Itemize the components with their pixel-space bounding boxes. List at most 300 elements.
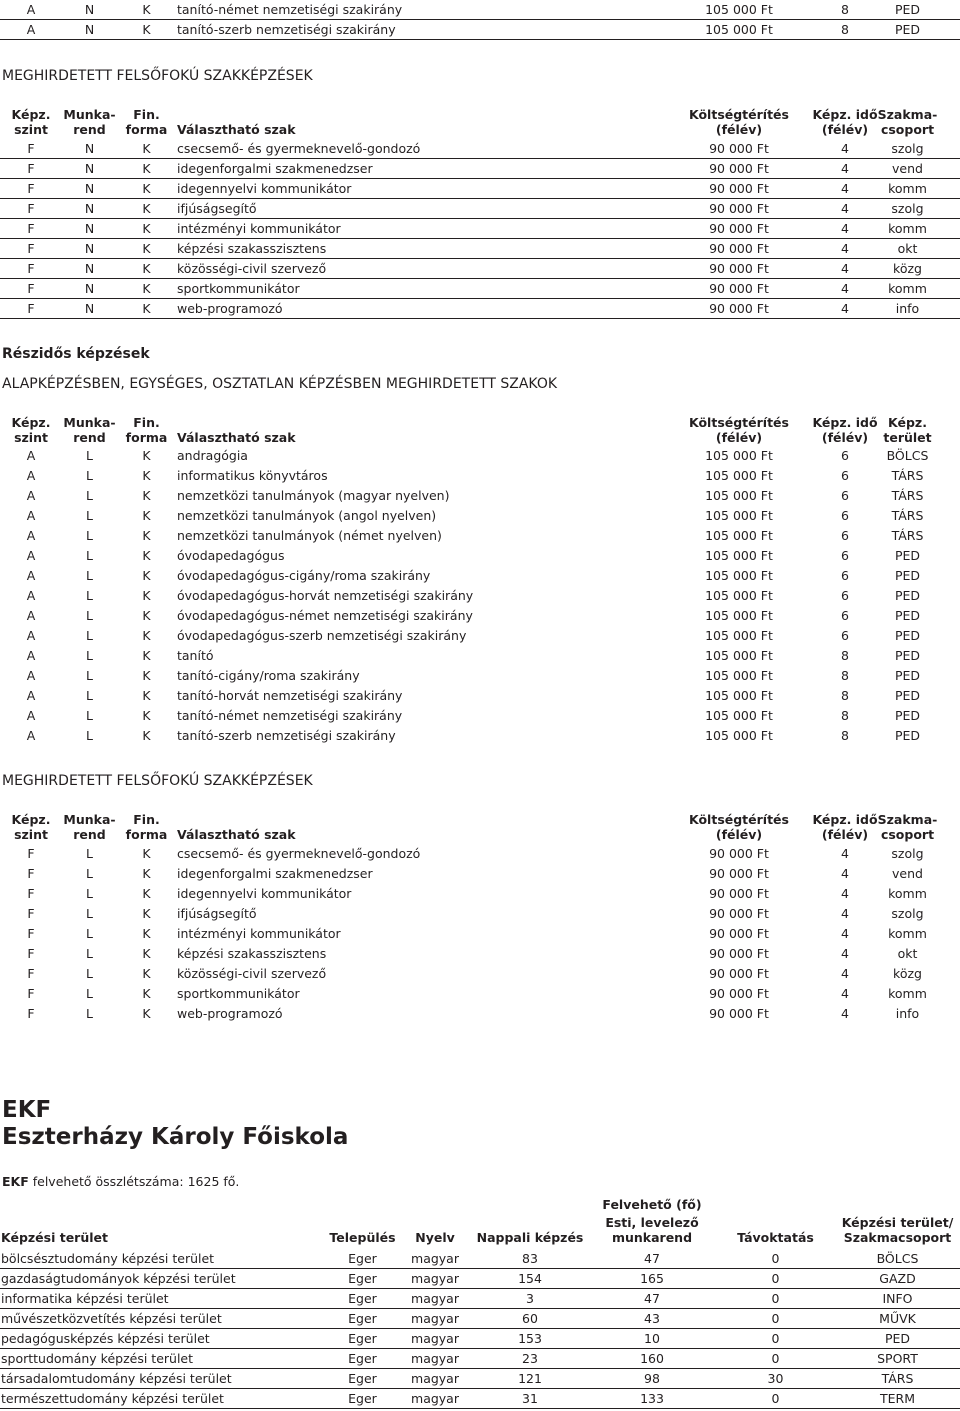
cell-ido: 4 <box>841 141 849 156</box>
cell-szint: F <box>27 866 35 881</box>
cell-munkarend: L <box>86 488 93 503</box>
header-csop-line1: Szakma- <box>877 812 938 827</box>
cell-finforma: K <box>142 846 151 861</box>
cell-finforma: K <box>142 866 151 881</box>
table-row <box>0 626 960 646</box>
cell-koltseg: 105 000 Ft <box>705 488 773 503</box>
cell-nappali: 23 <box>522 1351 538 1366</box>
header-csop-line2: Szakmacsoport <box>843 1230 952 1245</box>
cell-csoport: vend <box>892 866 923 881</box>
cell-szak: idegennyelvi kommunikátor <box>177 886 352 901</box>
cell-csoport: BÖLCS <box>876 1251 919 1266</box>
cell-finforma: K <box>142 141 151 156</box>
cell-finforma: K <box>142 708 151 723</box>
cell-munkarend: L <box>86 926 93 941</box>
cell-szak: idegennyelvi kommunikátor <box>177 181 352 196</box>
table-row <box>0 506 960 526</box>
cell-csoport: komm <box>888 986 927 1001</box>
cell-koltseg: 105 000 Ft <box>705 728 773 743</box>
header-rend-line2: rend <box>73 122 106 137</box>
cell-ido: 4 <box>841 926 849 941</box>
cell-szak: óvodapedagógus-horvát nemzetiségi szakirány <box>177 588 474 603</box>
cell-munkarend: L <box>86 946 93 961</box>
header-forma-line2: forma <box>125 430 168 445</box>
header-szint <box>0 812 62 842</box>
cell-koltseg: 90 000 Ft <box>709 181 769 196</box>
header-szint-line2: szint <box>14 827 48 842</box>
cell-szak: csecsemő- és gyermeknevelő-gondozó <box>177 141 421 156</box>
cell-tavoktatas: 0 <box>771 1351 780 1366</box>
cell-szak: idegenforgalmi szakmenedzser <box>177 161 373 176</box>
cell-munkarend: L <box>86 728 93 743</box>
cell-ido: 8 <box>841 728 849 743</box>
cell-munkarend: L <box>86 468 93 483</box>
cell-szint: F <box>27 886 35 901</box>
cell-koltseg: 105 000 Ft <box>705 708 773 723</box>
table-row <box>0 984 960 1004</box>
table-row <box>0 964 960 984</box>
cell-szak: sportkommunikátor <box>177 986 300 1001</box>
table-row <box>0 606 960 626</box>
header-rend <box>62 415 117 445</box>
table-row <box>0 139 960 159</box>
header-forma <box>119 812 174 842</box>
cell-finforma: K <box>142 688 151 703</box>
cell-szint: F <box>27 141 35 156</box>
cell-szak: nemzetközi tanulmányok (angol nyelven) <box>177 508 437 523</box>
cell-szak: tanító <box>177 648 214 663</box>
cell-tavoktatas: 0 <box>771 1331 780 1346</box>
cell-ido: 8 <box>841 668 849 683</box>
table-row <box>0 239 960 259</box>
cell-munkarend: L <box>86 906 93 921</box>
cell-szak: intézményi kommunikátor <box>177 926 341 941</box>
cell-esti: 133 <box>640 1391 664 1406</box>
cell-ido: 4 <box>841 866 849 881</box>
cell-koltseg: 105 000 Ft <box>705 448 773 463</box>
cell-csoport: szolg <box>891 141 924 156</box>
cell-koltseg: 105 000 Ft <box>705 588 773 603</box>
cell-csoport: info <box>895 1006 920 1021</box>
cell-terulet: művészetközvetítés képzési terület <box>1 1311 222 1326</box>
admission-summary <box>2 1174 239 1189</box>
cell-tavoktatas: 0 <box>771 1291 780 1306</box>
cell-csoport: komm <box>888 886 927 901</box>
cell-koltseg: 105 000 Ft <box>705 568 773 583</box>
header-nappali: Nappali képzés <box>476 1230 584 1245</box>
cell-csoport: PED <box>894 22 921 37</box>
header-forma <box>119 415 174 445</box>
cell-ido: 6 <box>841 608 849 623</box>
cell-csoport: SPORT <box>877 1351 918 1366</box>
table-row <box>0 466 960 486</box>
table-row <box>0 1289 960 1309</box>
cell-munkarend: L <box>86 886 93 901</box>
cell-szint: A <box>26 568 36 583</box>
table-row <box>0 299 960 319</box>
cell-szint: F <box>27 966 35 981</box>
cell-terulet: pedagógusképzés képzési terület <box>1 1331 210 1346</box>
cell-csoport: PED <box>894 668 921 683</box>
cell-szak: óvodapedagógus-cigány/roma szakirány <box>177 568 431 583</box>
cell-telepules: Eger <box>348 1291 377 1306</box>
cell-ido: 4 <box>841 986 849 1001</box>
cell-koltseg: 105 000 Ft <box>705 668 773 683</box>
table-header <box>0 104 960 140</box>
cell-szak: tanító-szerb nemzetiségi szakirány <box>177 728 396 743</box>
cell-munkarend: L <box>86 548 93 563</box>
cell-szint: A <box>26 708 36 723</box>
cell-csoport: közg <box>893 261 922 276</box>
cell-koltseg: 90 000 Ft <box>709 201 769 216</box>
header-esti <box>592 1215 712 1245</box>
cell-szak: ifjúságsegítő <box>177 201 257 216</box>
cell-szint: A <box>26 488 36 503</box>
cell-nyelv: magyar <box>411 1291 459 1306</box>
cell-ido: 6 <box>841 628 849 643</box>
header-forma-line1: Fin. <box>133 107 160 122</box>
cell-finforma: K <box>142 261 151 276</box>
cell-terulet: informatika képzési terület <box>1 1291 169 1306</box>
table-row <box>0 20 960 40</box>
cell-szint: A <box>26 668 36 683</box>
header-csop-line2: csoport <box>880 827 935 842</box>
cell-koltseg: 90 000 Ft <box>709 221 769 236</box>
cell-finforma: K <box>142 946 151 961</box>
cell-munkarend: L <box>86 448 93 463</box>
table-row <box>0 1249 960 1269</box>
cell-koltseg: 90 000 Ft <box>709 906 769 921</box>
cell-nyelv: magyar <box>411 1351 459 1366</box>
header-szint-line1: Képz. <box>11 107 51 122</box>
header-telepules: Település <box>329 1230 396 1245</box>
institution-name: Eszterházy Károly Főiskola <box>2 1124 349 1150</box>
cell-telepules: Eger <box>348 1331 377 1346</box>
cell-szak: óvodapedagógus <box>177 548 285 563</box>
cell-csoport: PED <box>894 568 921 583</box>
cell-koltseg: 105 000 Ft <box>705 528 773 543</box>
cell-szak: közösségi-civil szervező <box>177 966 327 981</box>
header-csop-line1: Szakma- <box>877 107 938 122</box>
cell-ido: 4 <box>841 221 849 236</box>
cell-szak: ifjúságsegítő <box>177 906 257 921</box>
cell-tavoktatas: 0 <box>771 1271 780 1286</box>
table-row <box>0 159 960 179</box>
header-szak: Választható szak <box>177 122 296 137</box>
table-row <box>0 446 960 466</box>
cell-ido: 8 <box>841 2 849 17</box>
cell-munkarend: L <box>86 588 93 603</box>
cell-szint: F <box>27 201 35 216</box>
cell-szint: F <box>27 846 35 861</box>
header-csop <box>860 415 955 445</box>
header-szint-line2: szint <box>14 122 48 137</box>
cell-csoport: szolg <box>891 906 924 921</box>
cell-nappali: 60 <box>522 1311 538 1326</box>
cell-finforma: K <box>142 508 151 523</box>
table-row <box>0 219 960 239</box>
table-row <box>0 546 960 566</box>
header-ktg-line1: Költségtérítés <box>689 812 789 827</box>
cell-ido: 4 <box>841 1006 849 1021</box>
header-ktg-line2: (félév) <box>715 122 763 137</box>
table-row <box>0 864 960 884</box>
header-tav: Távoktatás <box>737 1230 814 1245</box>
table-row <box>0 566 960 586</box>
cell-finforma: K <box>142 608 151 623</box>
header-csop-line2: terület <box>883 430 932 445</box>
cell-szint: F <box>27 241 35 256</box>
cell-terulet: gazdaságtudományok képzési terület <box>1 1271 236 1286</box>
cell-koltseg: 105 000 Ft <box>705 468 773 483</box>
header-ktg-line1: Költségtérítés <box>689 107 789 122</box>
table-row <box>0 686 960 706</box>
header-forma-line1: Fin. <box>133 812 160 827</box>
cell-finforma: K <box>142 201 151 216</box>
cell-csoport: info <box>895 301 920 316</box>
header-felveheto: Felvehető (fő) <box>602 1197 702 1212</box>
cell-szak: csecsemő- és gyermeknevelő-gondozó <box>177 846 421 861</box>
cell-finforma: K <box>142 568 151 583</box>
cell-szak: informatikus könyvtáros <box>177 468 328 483</box>
cell-munkarend: N <box>84 221 95 236</box>
cell-nyelv: magyar <box>411 1391 459 1406</box>
cell-finforma: K <box>142 588 151 603</box>
cell-csoport: PED <box>894 548 921 563</box>
cell-koltseg: 90 000 Ft <box>709 926 769 941</box>
table-row <box>0 666 960 686</box>
cell-finforma: K <box>142 448 151 463</box>
cell-csoport: PED <box>894 608 921 623</box>
cell-ido: 4 <box>841 241 849 256</box>
cell-munkarend: L <box>86 966 93 981</box>
cell-ido: 4 <box>841 161 849 176</box>
cell-nyelv: magyar <box>411 1311 459 1326</box>
header-esti-line2: munkarend <box>611 1230 693 1245</box>
cell-ido: 6 <box>841 588 849 603</box>
table-row <box>0 586 960 606</box>
cell-szint: A <box>26 528 36 543</box>
cell-ido: 6 <box>841 548 849 563</box>
header-csop-line2: csoport <box>880 122 935 137</box>
table-row <box>0 646 960 666</box>
cell-ido: 4 <box>841 201 849 216</box>
header-rend-line1: Munka- <box>63 812 116 827</box>
table-row <box>0 706 960 726</box>
cell-finforma: K <box>142 548 151 563</box>
cell-koltseg: 105 000 Ft <box>705 2 773 17</box>
cell-munkarend: L <box>86 1006 93 1021</box>
cell-csoport: TÁRS <box>891 488 924 503</box>
cell-nappali: 3 <box>526 1291 534 1306</box>
header-rend-line2: rend <box>73 827 106 842</box>
cell-finforma: K <box>142 668 151 683</box>
cell-csoport: közg <box>893 966 922 981</box>
cell-csoport: PED <box>894 628 921 643</box>
cell-munkarend: N <box>84 141 95 156</box>
cell-koltseg: 90 000 Ft <box>709 846 769 861</box>
cell-szint: F <box>27 1006 35 1021</box>
summary-text: felvehető összlétszáma: 1625 fő. <box>28 1174 240 1189</box>
cell-tavoktatas: 0 <box>771 1311 780 1326</box>
cell-munkarend: N <box>84 161 95 176</box>
cell-szak: sportkommunikátor <box>177 281 300 296</box>
table-row <box>0 1329 960 1349</box>
cell-csoport: PED <box>894 728 921 743</box>
cell-finforma: K <box>142 966 151 981</box>
cell-szint: A <box>26 628 36 643</box>
cell-finforma: K <box>142 161 151 176</box>
cell-telepules: Eger <box>348 1251 377 1266</box>
cell-munkarend: L <box>86 608 93 623</box>
cell-csoport: okt <box>897 241 918 256</box>
cell-csoport: komm <box>888 281 927 296</box>
cell-szint: F <box>27 281 35 296</box>
cell-csoport: PED <box>894 708 921 723</box>
cell-csoport: komm <box>888 926 927 941</box>
header-ktg-line2: (félév) <box>715 827 763 842</box>
cell-munkarend: N <box>84 301 95 316</box>
header-ido-line2: (félév) <box>821 827 869 842</box>
cell-csoport: szolg <box>891 846 924 861</box>
table-row <box>0 1389 960 1409</box>
cell-szak: tanító-német nemzetiségi szakirány <box>177 708 403 723</box>
header-ido-line1: Képz. idő <box>812 107 878 122</box>
cell-finforma: K <box>142 906 151 921</box>
cell-finforma: K <box>142 728 151 743</box>
cell-munkarend: L <box>86 508 93 523</box>
cell-szint: F <box>27 946 35 961</box>
cell-szint: A <box>26 588 36 603</box>
table-row <box>0 1349 960 1369</box>
cell-szak: óvodapedagógus-német nemzetiségi szakirány <box>177 608 473 623</box>
cell-koltseg: 90 000 Ft <box>709 261 769 276</box>
cell-munkarend: L <box>86 628 93 643</box>
cell-tavoktatas: 30 <box>767 1371 784 1386</box>
header-csop-line1: Képz. <box>888 415 927 430</box>
cell-munkarend: L <box>86 568 93 583</box>
cell-munkarend: N <box>84 201 95 216</box>
header-ido-line2: (félév) <box>821 122 869 137</box>
table-row <box>0 199 960 219</box>
cell-szak: tanító-horvát nemzetiségi szakirány <box>177 688 403 703</box>
cell-munkarend: L <box>86 866 93 881</box>
cell-esti: 43 <box>644 1311 660 1326</box>
cell-ido: 4 <box>841 301 849 316</box>
cell-finforma: K <box>142 241 151 256</box>
header-ido-line2: (félév) <box>821 430 869 445</box>
header-nyelv: Nyelv <box>415 1230 455 1245</box>
cell-finforma: K <box>142 528 151 543</box>
cell-szint: A <box>26 22 36 37</box>
table-row <box>0 1369 960 1389</box>
cell-csoport: TERM <box>879 1391 915 1406</box>
cell-szint: F <box>27 161 35 176</box>
cell-munkarend: N <box>84 2 95 17</box>
cell-finforma: K <box>142 648 151 663</box>
section-title: MEGHIRDETETT FELSŐFOKÚ SZAKKÉPZÉSEK <box>2 68 313 84</box>
cell-ido: 8 <box>841 22 849 37</box>
cell-telepules: Eger <box>348 1271 377 1286</box>
table-row <box>0 526 960 546</box>
table-row <box>0 259 960 279</box>
cell-ido: 6 <box>841 468 849 483</box>
subsection-title: Részidős képzések <box>2 346 150 362</box>
cell-terulet: bölcsésztudomány képzési terület <box>1 1251 215 1266</box>
cell-koltseg: 105 000 Ft <box>705 608 773 623</box>
cell-szint: F <box>27 301 35 316</box>
cell-szak: andragógia <box>177 448 248 463</box>
cell-koltseg: 90 000 Ft <box>709 1006 769 1021</box>
cell-munkarend: L <box>86 986 93 1001</box>
header-szint-line1: Képz. <box>11 812 51 827</box>
cell-szint: A <box>26 688 36 703</box>
cell-koltseg: 90 000 Ft <box>709 141 769 156</box>
cell-koltseg: 90 000 Ft <box>709 281 769 296</box>
cell-telepules: Eger <box>348 1371 377 1386</box>
table-row <box>0 1004 960 1024</box>
cell-nappali: 83 <box>522 1251 538 1266</box>
table-row <box>0 904 960 924</box>
cell-csoport: PED <box>894 688 921 703</box>
cell-koltseg: 90 000 Ft <box>709 161 769 176</box>
header-szint-line1: Képz. <box>11 415 51 430</box>
cell-munkarend: N <box>84 281 95 296</box>
table-row <box>0 279 960 299</box>
cell-csoport: TÁRS <box>891 508 924 523</box>
cell-munkarend: N <box>84 241 95 256</box>
cell-telepules: Eger <box>348 1391 377 1406</box>
cell-koltseg: 90 000 Ft <box>709 946 769 961</box>
cell-szint: F <box>27 221 35 236</box>
cell-nyelv: magyar <box>411 1251 459 1266</box>
header-ktg-line2: (félév) <box>715 430 763 445</box>
cell-csoport: PED <box>884 1331 911 1346</box>
cell-telepules: Eger <box>348 1351 377 1366</box>
header-esti-line1: Esti, levelező <box>605 1215 699 1230</box>
cell-munkarend: L <box>86 708 93 723</box>
cell-munkarend: L <box>86 688 93 703</box>
cell-koltseg: 90 000 Ft <box>709 986 769 1001</box>
cell-finforma: K <box>142 1006 151 1021</box>
summary-bold: EKF <box>2 1174 29 1189</box>
cell-koltseg: 105 000 Ft <box>705 628 773 643</box>
cell-finforma: K <box>142 181 151 196</box>
cell-szint: F <box>27 926 35 941</box>
cell-terulet: természettudomány képzési terület <box>1 1391 224 1406</box>
table-row <box>0 1269 960 1289</box>
table-row <box>0 486 960 506</box>
cell-nyelv: magyar <box>411 1271 459 1286</box>
cell-szint: F <box>27 261 35 276</box>
header-rend <box>62 107 117 137</box>
table-row <box>0 179 960 199</box>
cell-nappali: 121 <box>518 1371 542 1386</box>
cell-koltseg: 90 000 Ft <box>709 966 769 981</box>
cell-csoport: PED <box>894 648 921 663</box>
cell-szak: nemzetközi tanulmányok (német nyelven) <box>177 528 442 543</box>
cell-koltseg: 90 000 Ft <box>709 241 769 256</box>
ekf-table-header <box>0 1194 960 1250</box>
table-row <box>0 944 960 964</box>
cell-terulet: társadalomtudomány képzési terület <box>1 1371 232 1386</box>
cell-koltseg: 105 000 Ft <box>705 22 773 37</box>
cell-munkarend: L <box>86 528 93 543</box>
header-szak: Választható szak <box>177 430 296 445</box>
cell-finforma: K <box>142 301 151 316</box>
cell-finforma: K <box>142 926 151 941</box>
header-csop-line1: Képzési terület/ <box>841 1215 954 1230</box>
